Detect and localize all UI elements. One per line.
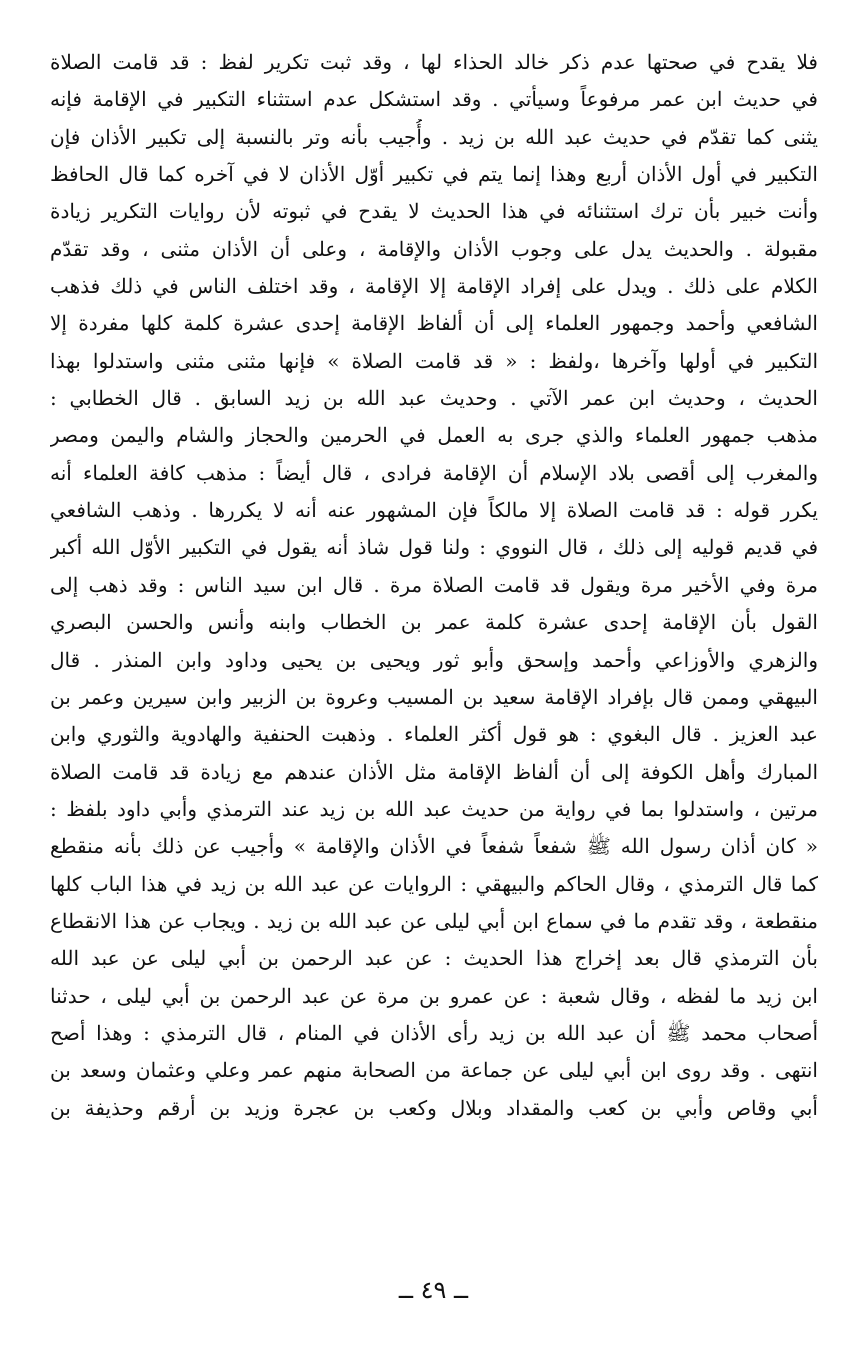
text-line: كما قال الترمذي ، وقال الحاكم والبيهقي : الروايات عن عبد الله بن زيد في هذا الباب كلها [50,871,818,896]
text-line: التكبير في أولها وآخرها ،ولفظ : « قد قامت الصلاة » فإنها مثنى مثنى واستدلوا بهذا [50,348,818,373]
text-line: بأن الترمذي قال بعد إخراج هذا الحديث : عن عبد الرحمن بن أبي ليلى عن عبد الله [50,946,818,971]
page-number: ــ ٤٩ ــ [398,1276,469,1304]
text-line: يثنى كما تقدّم في حديث عبد الله بن زيد . وأُجيب بأنه وتر بالنسبة إلى تكبير الأذان فإن [50,124,818,149]
text-line: ابن زيد ما لفظه ، وقال شعبة : عن عمرو بن مرة عن عبد الرحمن بن أبي ليلى ، حدثنا [50,983,818,1008]
text-line: مرتين ، واستدلوا بما في رواية من حديث عبد الله بن زيد عند الترمذي وأبي داود بلفظ : [50,796,818,821]
text-line: في قديم قوليه إلى ذلك ، قال النووي : ولنا قول شاذ أنه يقول في التكبير الأوّل الله أكبر [50,535,818,560]
text-line: التكبير في أول الأذان أربع وهذا إنما يتم في تكبير أوّل الأذان لا في آخره كما قال الحافظ [50,162,818,187]
text-line: مرة وفي الأخير مرة ويقول قد قامت الصلاة مرة . قال ابن سيد الناس : وقد ذهب إلى [50,572,818,597]
text-line: أصحاب محمد ﷺ أن عبد الله بن زيد رأى الأذان في المنام ، قال الترمذي : وهذا أصح [50,1020,818,1045]
text-line: في حديث ابن عمر مرفوعاً وسيأتي . وقد استشكل عدم استثناء التكبير في الإقامة فإنه [50,87,818,112]
text-line: « كان أذان رسول الله ﷺ شفعاً شفعاً في الأذان والإقامة » وأجيب عن ذلك بأنه منقطع [50,834,818,859]
text-line: انتهى . وقد روى ابن أبي ليلى عن جماعة من الصحابة منهم عمر وعلي وعثمان وسعد بن [50,1058,818,1083]
text-line: وأنت خبير بأن ترك استثنائه في هذا الحديث لا يقدح في ثبوته لأن روايات التكرير زيادة [50,199,818,224]
text-line: الحديث ، وحديث ابن عمر الآتي . وحديث عبد الله بن زيد السابق . قال الخطابي : [50,386,818,411]
text-line: أبي وقاص وأبي بن كعب والمقداد وبلال وكعب بن عجرة وزيد بن أرقم وحذيفة بن [50,1095,818,1120]
text-line: والمغرب إلى أقصى بلاد الإسلام أن الإقامة فرادى ، قال أيضاً : مذهب كافة العلماء أنه [50,460,818,485]
text-line: والزهري والأوزاعي وأحمد وإسحق وأبو ثور ويحيى بن يحيى وداود وابن المنذر . قال [50,647,818,672]
text-line: الشافعي وأحمد وجمهور العلماء إلى أن ألفاظ الإقامة إحدى عشرة كلمة كلها مفردة إلا [50,311,818,336]
text-line: منقطعة ، وقد تقدم ما في سماع ابن أبي ليلى عن عبد الله بن زيد . ويجاب عن هذا الانقطاع [50,908,818,933]
text-line: مقبولة . والحديث يدل على وجوب الأذان والإقامة ، وعلى أن الأذان مثنى ، وقد تقدّم [50,236,818,261]
text-line: فلا يقدح في صحتها عدم ذكر خالد الحذاء لها ، وقد ثبت تكرير لفظ : قد قامت الصلاة [50,50,818,74]
body-text [50,44,818,1127]
text-line: مذهب جمهور العلماء والذي جرى به العمل في الحرمين والحجاز والشام واليمن ومصر [50,423,818,448]
text-line: المبارك وأهل الكوفة إلى أن ألفاظ الإقامة مثل الأذان عندهم مع زيادة قد قامت الصلاة [50,759,818,784]
text-line: البيهقي وممن قال بإفراد الإقامة سعيد بن المسيب وعروة بن الزبير وابن سيرين وعمر بن [50,684,818,709]
text-line: عبد العزيز . قال البغوي : هو قول أكثر العلماء . وذهبت الحنفية والهادوية والثوري وابن [50,722,818,747]
text-line: الكلام على ذلك . ويدل على إفراد الإقامة إلا الإقامة ، وقد اختلف الناس في ذلك فذهب [50,274,818,299]
text-line: القول بأن الإقامة إحدى عشرة كلمة عمر بن الخطاب وابنه وأنس والحسن البصري [50,610,818,635]
text-line: يكرر قوله : قد قامت الصلاة إلا مالكاً فإن المشهور عنه أنه لا يكررها . وذهب الشافعي [50,498,818,523]
